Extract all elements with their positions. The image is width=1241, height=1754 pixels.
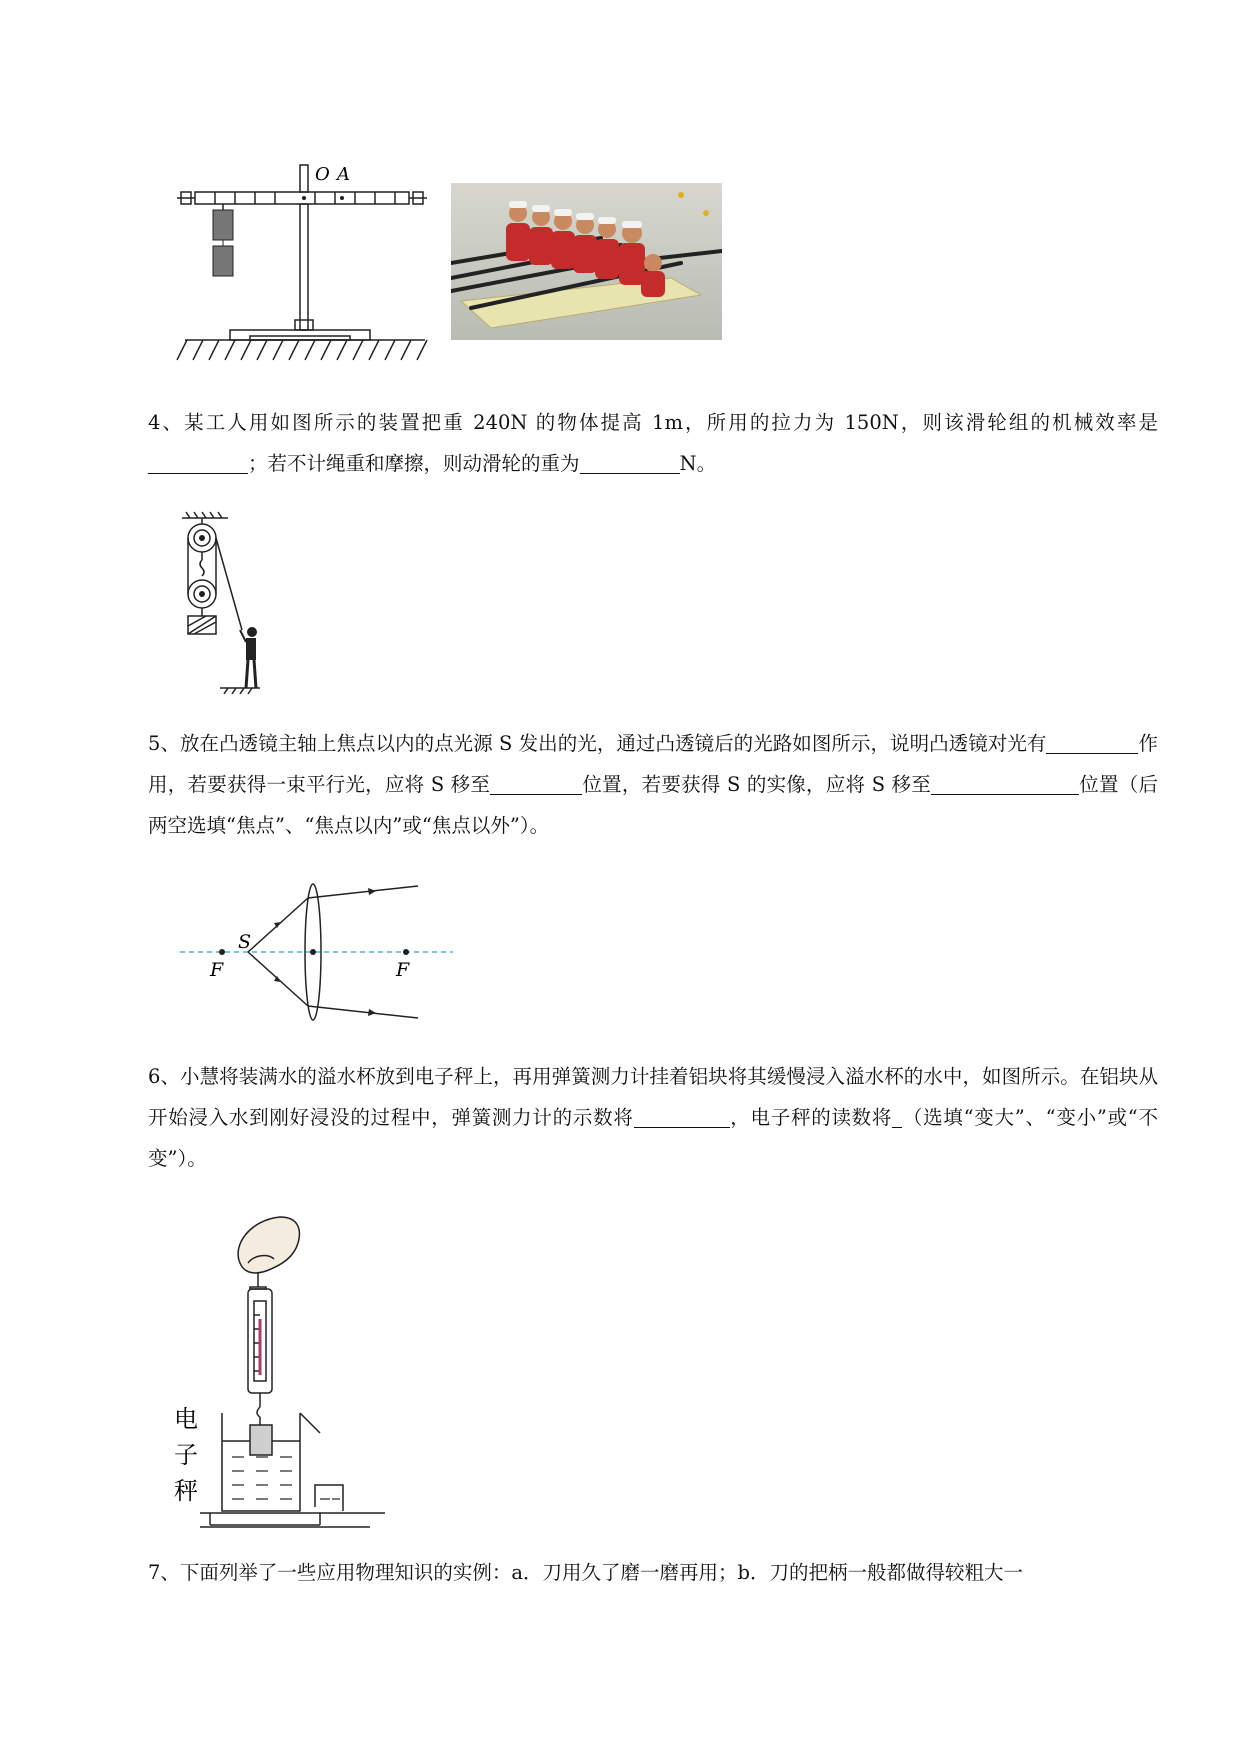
question-5-text-b: 作用，若要获得一束平行光，应将 S 移至 [148, 732, 1158, 796]
lens-label-s: S [238, 931, 252, 953]
answer-blank-5c[interactable] [931, 772, 1079, 795]
question-5 [148, 723, 1158, 846]
question-4-text-a: 4、某工人用如图所示的装置把重 240N 的物体提高 1m，所用的拉力为 150N，则该滑轮组的机械效率是 [148, 411, 1158, 434]
lens-label-f-left: F [210, 959, 224, 981]
answer-blank-4a[interactable] [148, 451, 248, 474]
lever-figure [175, 160, 455, 365]
answer-blank-5a[interactable] [1046, 731, 1138, 754]
question-5-text-a: 5、放在凸透镜主轴上焦点以内的点光源 S 发出的光，通过凸透镜后的光路如图所示，说明凸透镜对光有 [148, 732, 1047, 755]
answer-blank-6a[interactable] [634, 1105, 730, 1128]
question-6-text-c: （选填“变大”、“变小”或“不变”）。 [148, 1106, 1158, 1170]
scale-label-3: 秤 [174, 1477, 198, 1505]
pulley-figure [180, 510, 270, 695]
answer-blank-4b[interactable] [580, 451, 680, 474]
question-6-text-a: 6、小慧将装满水的溢水杯放到电子秤上，再用弹簧测力计挂着铝块将其缓慢浸入溢水杯的水中，如图所示。在铝块从开始浸入水到刚好浸没的过程中，弹簧测力计的示数将 [148, 1065, 1158, 1129]
question-4-text-b: ；若不计绳重和摩擦，则动滑轮的重为 [248, 452, 580, 475]
question-6-text-b: ，电子秤的读数将 [729, 1106, 893, 1129]
lever-label-a: A [337, 164, 350, 185]
question-4-text-c: N。 [679, 452, 717, 475]
rowing-photo [451, 183, 722, 340]
lens-label-f-right: F [396, 959, 410, 981]
answer-blank-5b[interactable] [490, 772, 582, 795]
question-6 [148, 1056, 1158, 1179]
scale-label-2: 子 [174, 1441, 198, 1469]
answer-blank-6b[interactable] [892, 1105, 902, 1128]
lens-figure [178, 880, 453, 1025]
scale-label-1: 电 [174, 1405, 198, 1433]
lever-label-o: O [315, 164, 330, 185]
question-5-text-c: 位置，若要获得 S 的实像，应将 S 移至 [582, 773, 932, 796]
scale-figure [170, 1215, 395, 1535]
question-4 [148, 402, 1158, 484]
question-7 [148, 1552, 1158, 1593]
question-5-text-d: 位置（后两空选填“焦点”、“焦点以内”或“焦点以外”）。 [148, 773, 1158, 837]
question-7-text-a: 7、下面列举了一些应用物理知识的实例：a．刀用久了磨一磨再用；b．刀的把柄一般都做得较粗大一 [148, 1561, 1024, 1584]
